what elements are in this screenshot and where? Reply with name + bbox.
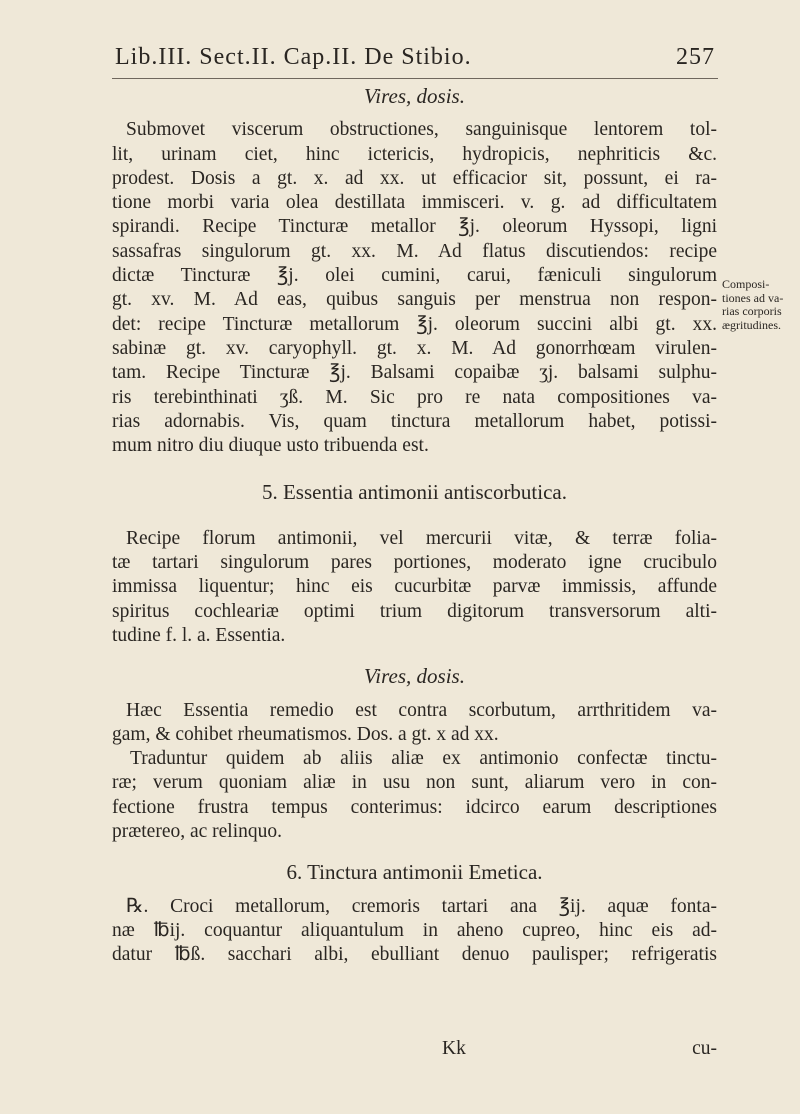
text-line: rias adornabis. Vis, quam tinctura metallorum habet, potissi- [112,410,717,432]
text-line: gam, & cohibet rheumatismos. Dos. a gt. x ad xx. [112,723,499,745]
running-header [115,44,715,71]
text-line: prætereo, ac relinquo. [112,821,283,843]
text-line: ræ; verum quoniam aliæ in usu non sunt, aliarum vero in con- [112,772,717,794]
marginal-note [722,278,796,332]
text-line: tudine f. l. a. Essentia. [112,624,286,646]
text-line: spirandi. Recipe Tincturæ metallor ℥j. oleorum Hyssopi, ligni [112,216,717,238]
section-heading-6: 6. Tinctura antimonii Emetica. [286,860,543,885]
text-line: næ ℔ij. coquantur aliquantulum in aheno cupreo, hinc eis ad- [112,919,717,941]
marginal-note-line: ægritudines. [722,317,781,332]
header-rule [112,78,718,79]
marginal-note-line: rias corporis [722,304,782,318]
text-line: det: recipe Tincturæ metallorum ℥j. oleorum succini albi gt. xx. [112,313,717,335]
marginal-note-line: Composi- [722,277,770,291]
text-line: lit, urinam ciet, hinc ictericis, hydropicis, nephriticis &c. [112,143,717,165]
text-line: tæ tartari singulorum pares portiones, moderato igne crucibulo [112,552,717,574]
main-text [112,84,717,968]
text-line: datur ℔ß. sacchari albi, ebulliant denuo paulisper; refrigeratis [112,944,717,966]
signature-mark: Kk [442,1038,466,1059]
text-line: sabinæ gt. xv. caryophyll. gt. x. M. Ad gonorrhœam virulen- [112,337,717,359]
text-line: Hæc Essentia remedio est contra scorbutum, arrthritidem va- [126,699,717,721]
section-title-vires-1: Vires, dosis. [364,84,465,108]
text-line: ris terebinthinati ʒß. M. Sic pro re nata compositiones va- [112,386,717,408]
text-line: fectione frustra tempus conterimus: idcirco earum descriptiones [112,796,717,818]
text-line: sassafras singulorum gt. xx. M. Ad flatus discutiendos: recipe [112,240,717,262]
text-line: mum nitro diu diuque usto tribuenda est. [112,435,429,457]
marginal-note-line: tiones ad va- [722,290,784,305]
catchword: cu- [692,1038,717,1059]
text-line: prodest. Dosis a gt. x. ad xx. ut efficacior sit, possunt, ei ra- [112,167,717,189]
text-line: Submovet viscerum obstructiones, sanguinisque lentorem tol- [126,119,717,141]
text-line: Recipe florum antimonii, vel mercurii vitæ, & terræ folia- [126,527,717,549]
text-line: ℞. Croci metallorum, cremoris tartari ana ℥ij. aquæ fonta- [126,895,717,917]
text-line: tione morbi varia olea destillata immisceri. v. g. ad difficultatem [112,192,717,214]
section-heading-5: 5. Essentia antimonii antiscorbutica. [261,480,567,505]
text-line: immissa liquentur; hinc eis cucurbitæ parvæ immissis, affunde [112,576,717,598]
running-title: Lib.III. Sect.II. Cap.II. De Stibio. [115,44,472,70]
section-title-vires-2: Vires, dosis. [364,664,465,689]
text-line: spiritus cochleariæ optimi trium digitorum transversorum alti- [112,600,717,622]
page-number: 257 [676,44,715,70]
text-line: Traduntur quidem ab aliis aliæ ex antimonio confectæ tinctu- [130,748,717,770]
text-line: dictæ Tincturæ ℥j. olei cumini, carui, fæniculi singulorum [112,265,717,287]
text-line: tam. Recipe Tincturæ ℥j. Balsami copaibæ ʒj. balsami sulphu- [112,362,717,384]
text-line: gt. xv. M. Ad eas, quibus sanguis per menstrua non respon- [112,289,717,311]
